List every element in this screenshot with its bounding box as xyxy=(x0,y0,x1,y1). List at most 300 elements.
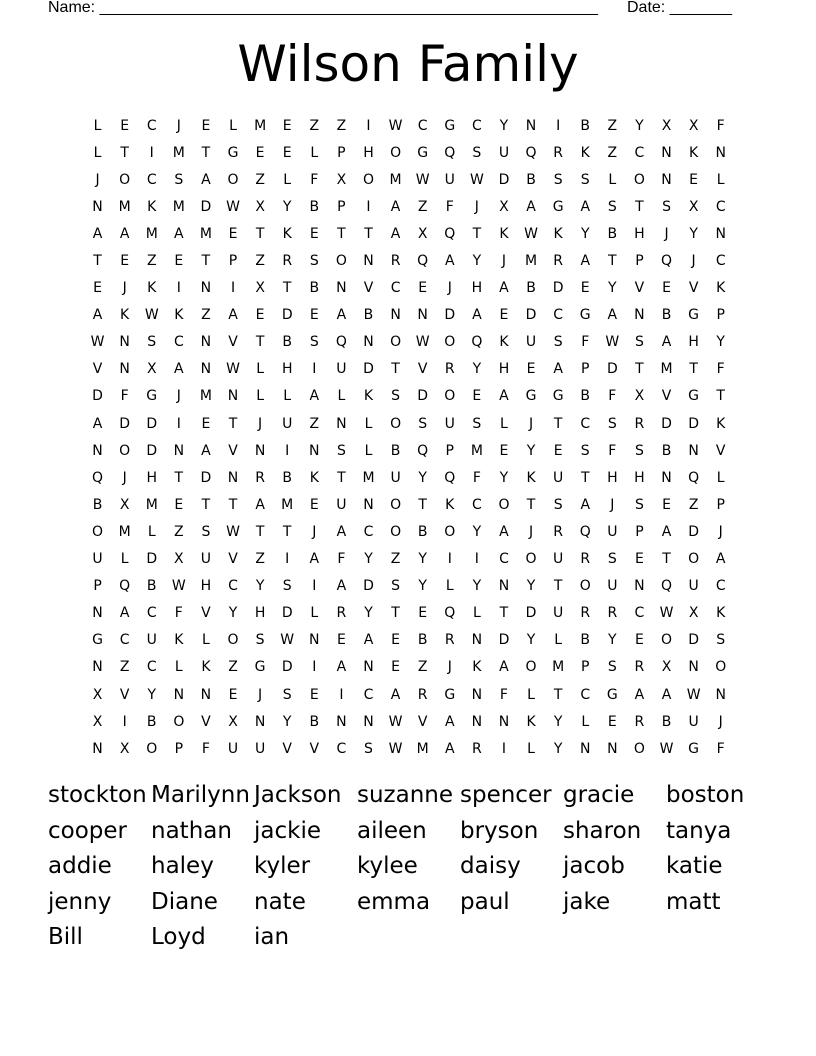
grid-letter: I xyxy=(366,117,371,134)
grid-letter: R xyxy=(634,415,645,432)
grid-letter: S xyxy=(607,415,617,432)
page-title: Wilson Family xyxy=(237,35,579,93)
grid-letter: H xyxy=(254,605,266,622)
grid-letter: Q xyxy=(661,578,673,595)
grid-letter: T xyxy=(580,469,590,486)
grid-letter: B xyxy=(580,117,591,134)
grid-letter: Z xyxy=(607,144,618,161)
grid-letter: E xyxy=(255,307,265,324)
grid-letter: L xyxy=(93,117,102,134)
grid-letter: Y xyxy=(418,578,427,595)
word-list-item: gracie xyxy=(563,782,635,808)
grid-letter: I xyxy=(312,578,317,595)
grid-letter: C xyxy=(363,523,374,540)
grid-letter: K xyxy=(201,659,211,676)
grid-letter: U xyxy=(92,551,103,568)
word-list-item: haley xyxy=(151,853,214,880)
grid-letter: W xyxy=(388,117,403,134)
grid-letter: F xyxy=(174,605,183,622)
grid-letter: N xyxy=(200,280,212,297)
grid-letter: R xyxy=(553,144,563,161)
grid-letter: S xyxy=(607,659,617,676)
grid-letter: I xyxy=(501,740,507,757)
grid-letter: I xyxy=(556,117,561,134)
grid-letter: U xyxy=(390,469,401,486)
grid-letter: L xyxy=(364,415,373,432)
grid-letter: P xyxy=(581,361,590,378)
grid-letter: B xyxy=(661,307,672,324)
grid-letter: L xyxy=(500,415,508,432)
grid-letter: E xyxy=(255,144,265,161)
grid-letter: D xyxy=(200,198,212,215)
grid-letter: O xyxy=(119,171,131,188)
grid-letter: O xyxy=(525,551,537,568)
grid-letter: B xyxy=(309,198,320,215)
word-list-item: ian xyxy=(254,924,290,951)
grid-letter: Z xyxy=(336,117,347,134)
grid-letter: R xyxy=(634,659,645,676)
grid-letter: Y xyxy=(282,198,292,215)
grid-letter: W xyxy=(659,605,674,622)
grid-letter: D xyxy=(498,632,510,649)
grid-letter: P xyxy=(716,307,725,324)
grid-letter: W xyxy=(659,740,674,757)
grid-letter: S xyxy=(472,144,482,161)
grid-letter: B xyxy=(282,469,292,486)
grid-letter: N xyxy=(498,578,510,595)
grid-letter: J xyxy=(176,388,181,405)
grid-letter: C xyxy=(417,117,428,134)
grid-letter: Q xyxy=(444,469,456,486)
grid-letter: A xyxy=(715,551,726,568)
grid-letter: H xyxy=(634,469,645,486)
grid-letter: N xyxy=(715,686,726,703)
grid-letter: C xyxy=(715,578,726,595)
word-list-item: katie xyxy=(666,853,723,880)
grid-letter: T xyxy=(201,496,211,513)
grid-letter: A xyxy=(444,740,455,757)
grid-letter: D xyxy=(92,388,103,405)
grid-letter: K xyxy=(499,225,509,242)
grid-letter: T xyxy=(255,334,265,351)
grid-letter: Y xyxy=(418,551,427,568)
grid-letter: T xyxy=(553,578,563,595)
grid-letter: H xyxy=(498,361,510,378)
grid-letter: Y xyxy=(553,713,563,730)
grid-letter: K xyxy=(526,469,536,486)
grid-letter: D xyxy=(525,605,537,622)
grid-letter: N xyxy=(336,280,347,297)
grid-letter: R xyxy=(336,605,347,622)
grid-letter: R xyxy=(580,605,591,622)
grid-letter: C xyxy=(146,605,157,622)
grid-letter: V xyxy=(119,686,130,703)
grid-letter: R xyxy=(607,605,618,622)
grid-letter: F xyxy=(581,334,590,351)
grid-letter: S xyxy=(336,442,346,459)
grid-letter: N xyxy=(336,713,347,730)
grid-letter: N xyxy=(92,442,103,459)
grid-letter: Z xyxy=(146,253,157,270)
grid-letter: N xyxy=(200,361,212,378)
grid-letter: Y xyxy=(499,117,509,134)
grid-letter: V xyxy=(715,442,726,459)
grid-letter: C xyxy=(146,171,157,188)
grid-letter: D xyxy=(363,361,374,378)
grid-letter: O xyxy=(661,632,673,649)
grid-letter: T xyxy=(201,144,211,161)
grid-letter: N xyxy=(688,659,699,676)
grid-letter: E xyxy=(336,632,346,649)
letter-grid xyxy=(84,112,734,762)
grid-letter: J xyxy=(691,253,696,270)
grid-letter: O xyxy=(390,334,402,351)
grid-letter: B xyxy=(580,632,591,649)
grid-letter: V xyxy=(688,280,699,297)
grid-letter: L xyxy=(472,605,481,622)
grid-letter: P xyxy=(174,740,184,757)
word-list-item: nate xyxy=(254,888,306,915)
grid-letter: B xyxy=(417,523,428,540)
grid-letter: X xyxy=(146,361,157,378)
grid-letter: J xyxy=(95,171,100,188)
grid-letter: N xyxy=(173,686,185,703)
grid-letter: T xyxy=(716,388,725,405)
grid-letter: Z xyxy=(309,117,320,134)
grid-letter: K xyxy=(445,496,455,513)
grid-letter: T xyxy=(391,605,400,622)
grid-letter: N xyxy=(579,740,591,757)
grid-letter: N xyxy=(92,198,103,215)
grid-letter: R xyxy=(390,253,401,270)
grid-letter: B xyxy=(526,280,536,297)
grid-letter: P xyxy=(337,198,346,215)
word-list-item: Marilynn xyxy=(151,782,250,808)
grid-letter: P xyxy=(581,659,590,676)
grid-letter: X xyxy=(661,659,672,676)
grid-letter: U xyxy=(688,713,699,730)
grid-letter: Q xyxy=(471,334,483,351)
grid-letter: A xyxy=(201,442,211,459)
grid-letter: E xyxy=(634,551,644,568)
grid-letter: U xyxy=(282,415,293,432)
grid-letter: M xyxy=(254,117,267,134)
grid-letter: B xyxy=(282,334,292,351)
grid-letter: N xyxy=(471,686,483,703)
grid-letter: E xyxy=(499,442,509,459)
grid-letter: F xyxy=(472,469,481,486)
grid-letter: A xyxy=(580,198,591,215)
grid-letter: W xyxy=(415,171,430,188)
grid-letter: W xyxy=(469,171,484,188)
word-list-item: paul xyxy=(460,888,510,915)
word-list-item: Diane xyxy=(151,888,218,915)
grid-letter: A xyxy=(499,388,509,405)
grid-letter: E xyxy=(174,496,184,513)
grid-letter: H xyxy=(146,469,157,486)
grid-letter: L xyxy=(147,523,156,540)
grid-letter: T xyxy=(120,144,129,161)
grid-letter: J xyxy=(122,469,127,486)
grid-letter: S xyxy=(391,388,401,405)
grid-letter: M xyxy=(389,171,402,188)
grid-letter: U xyxy=(336,496,347,513)
grid-letter: N xyxy=(119,334,130,351)
grid-letter: I xyxy=(176,280,181,297)
grid-letter: T xyxy=(93,253,102,270)
grid-letter: T xyxy=(228,415,238,432)
grid-letter: U xyxy=(553,469,564,486)
grid-letter: P xyxy=(93,578,102,595)
grid-letter: S xyxy=(553,171,563,188)
word-list-item: Bill xyxy=(48,924,83,951)
grid-letter: U xyxy=(227,740,239,757)
grid-letter: X xyxy=(255,198,265,215)
grid-letter: A xyxy=(580,253,591,270)
grid-letter: T xyxy=(228,496,238,513)
grid-letter: O xyxy=(633,171,645,188)
grid-letter: I xyxy=(447,551,452,568)
grid-letter: O xyxy=(390,496,402,513)
grid-letter: V xyxy=(309,740,320,757)
grid-letter: I xyxy=(149,144,154,161)
grid-letter: G xyxy=(606,686,618,703)
grid-letter: A xyxy=(336,307,347,324)
grid-letter: Y xyxy=(472,523,482,540)
grid-letter: Y xyxy=(526,578,536,595)
grid-letter: W xyxy=(415,334,430,351)
grid-letter: E xyxy=(228,686,238,703)
grid-letter: U xyxy=(553,551,564,568)
grid-letter: G xyxy=(552,388,564,405)
grid-letter: A xyxy=(255,496,265,513)
grid-letter: V xyxy=(228,551,238,568)
grid-letter: A xyxy=(444,713,455,730)
word-list-item: aileen xyxy=(357,817,427,844)
grid-letter: S xyxy=(282,578,292,595)
grid-letter: F xyxy=(608,388,617,405)
grid-letter: K xyxy=(147,280,157,297)
grid-letter: W xyxy=(171,578,186,595)
word-list-item: stockton xyxy=(48,782,147,808)
grid-letter: A xyxy=(174,361,184,378)
grid-letter: X xyxy=(499,198,509,215)
grid-letter: Z xyxy=(255,551,265,568)
date-field: Date: _______ xyxy=(627,0,732,16)
grid-letter: E xyxy=(282,144,292,161)
grid-letter: N xyxy=(363,496,374,513)
grid-letter: W xyxy=(605,334,620,351)
grid-letter: E xyxy=(120,117,130,134)
grid-letter: D xyxy=(498,171,510,188)
grid-letter: D xyxy=(606,361,618,378)
grid-letter: N xyxy=(634,307,645,324)
grid-letter: N xyxy=(92,740,103,757)
grid-letter: E xyxy=(282,117,292,134)
grid-letter: C xyxy=(580,415,591,432)
grid-letter: L xyxy=(554,632,563,649)
grid-letter: T xyxy=(635,361,644,378)
name-field: Name: ________________________________________________________ xyxy=(48,0,598,16)
grid-letter: F xyxy=(337,551,346,568)
grid-letter: X xyxy=(688,198,699,215)
grid-letter: X xyxy=(119,496,130,513)
grid-letter: B xyxy=(309,713,320,730)
grid-letter: T xyxy=(364,225,373,242)
grid-letter: A xyxy=(499,659,509,676)
grid-letter: W xyxy=(388,713,403,730)
grid-letter: B xyxy=(580,388,591,405)
grid-letter: S xyxy=(364,740,373,757)
grid-letter: A xyxy=(336,578,347,595)
grid-letter: H xyxy=(607,469,618,486)
grid-letter: Y xyxy=(689,225,698,242)
word-list-item: addie xyxy=(48,853,112,880)
grid-letter: Y xyxy=(499,469,509,486)
grid-letter: I xyxy=(122,713,127,730)
word-list-item: emma xyxy=(357,888,431,915)
grid-letter: V xyxy=(92,361,103,378)
grid-letter: T xyxy=(337,469,346,486)
grid-letter: S xyxy=(418,415,428,432)
grid-letter: B xyxy=(526,171,536,188)
grid-letter: R xyxy=(471,740,482,757)
grid-letter: E xyxy=(201,117,211,134)
grid-letter: U xyxy=(336,361,347,378)
grid-letter: A xyxy=(201,171,211,188)
grid-letter: A xyxy=(228,307,238,324)
grid-letter: I xyxy=(176,415,181,432)
grid-letter: C xyxy=(390,280,401,297)
grid-letter: N xyxy=(471,713,483,730)
grid-letter: O xyxy=(227,171,239,188)
grid-letter: F xyxy=(716,117,725,134)
grid-letter: E xyxy=(553,442,563,459)
grid-letter: L xyxy=(310,144,319,161)
grid-letter: N xyxy=(661,171,672,188)
grid-letter: A xyxy=(363,632,374,649)
grid-letter: S xyxy=(553,496,563,513)
grid-letter: G xyxy=(417,144,429,161)
grid-letter: T xyxy=(553,686,563,703)
grid-letter: B xyxy=(363,307,374,324)
grid-letter: U xyxy=(146,632,157,649)
grid-letter: O xyxy=(173,713,185,730)
grid-letter: F xyxy=(445,198,454,215)
grid-letter: Z xyxy=(607,117,618,134)
grid-letter: N xyxy=(336,415,347,432)
grid-letter: J xyxy=(312,523,317,540)
grid-letter: Z xyxy=(174,523,184,540)
grid-letter: O xyxy=(444,523,456,540)
grid-letter: X xyxy=(174,551,184,568)
grid-letter: C xyxy=(336,740,347,757)
grid-letter: T xyxy=(174,469,184,486)
grid-letter: O xyxy=(444,388,456,405)
grid-letter: N xyxy=(363,713,374,730)
grid-letter: T xyxy=(635,198,644,215)
grid-letter: X xyxy=(634,388,645,405)
grid-letter: D xyxy=(146,415,158,432)
grid-letter: P xyxy=(635,253,644,270)
grid-letter: C xyxy=(471,496,482,513)
grid-letter: A xyxy=(390,686,401,703)
grid-letter: S xyxy=(309,253,319,270)
grid-letter: P xyxy=(337,144,346,161)
grid-letter: A xyxy=(92,307,103,324)
grid-letter: F xyxy=(499,686,508,703)
grid-letter: A xyxy=(607,307,618,324)
grid-letter: O xyxy=(525,659,537,676)
grid-letter: L xyxy=(581,713,590,730)
grid-letter: T xyxy=(255,523,265,540)
grid-letter: E xyxy=(174,253,184,270)
grid-letter: L xyxy=(527,686,535,703)
grid-letter: Y xyxy=(608,280,617,297)
grid-letter: R xyxy=(580,551,591,568)
grid-letter: Y xyxy=(635,117,644,134)
grid-letter: F xyxy=(716,361,725,378)
grid-letter: H xyxy=(281,361,293,378)
grid-letter: E xyxy=(607,713,617,730)
grid-letter: F xyxy=(608,442,617,459)
grid-letter: C xyxy=(715,198,726,215)
grid-letter: H xyxy=(200,578,212,595)
grid-letter: S xyxy=(255,632,265,649)
grid-letter: E xyxy=(662,496,671,513)
grid-letter: K xyxy=(472,659,482,676)
grid-letter: C xyxy=(119,632,130,649)
grid-letter: Y xyxy=(526,632,536,649)
grid-letter: N xyxy=(661,469,672,486)
grid-letter: Q xyxy=(92,469,104,486)
grid-letter: J xyxy=(718,713,723,730)
grid-letter: S xyxy=(634,442,644,459)
grid-letter: K xyxy=(120,307,130,324)
grid-letter: Z xyxy=(255,253,265,270)
grid-letter: Q xyxy=(417,442,429,459)
grid-letter: I xyxy=(339,686,344,703)
grid-letter: B xyxy=(607,225,618,242)
grid-letter: J xyxy=(447,280,452,297)
grid-letter: X xyxy=(688,605,699,622)
grid-letter: J xyxy=(176,117,181,134)
grid-letter: U xyxy=(688,578,699,595)
grid-letter: H xyxy=(634,225,645,242)
grid-letter: Y xyxy=(472,253,482,270)
grid-letter: K xyxy=(282,225,292,242)
grid-letter: Q xyxy=(688,469,700,486)
grid-letter: V xyxy=(228,442,238,459)
grid-letter: O xyxy=(92,523,104,540)
grid-letter: G xyxy=(688,740,700,757)
grid-letter: U xyxy=(553,605,564,622)
grid-letter: V xyxy=(634,280,645,297)
grid-letter: E xyxy=(662,280,671,297)
grid-letter: L xyxy=(364,442,373,459)
grid-letter: G xyxy=(146,388,158,405)
grid-letter: Z xyxy=(688,496,699,513)
grid-letter: W xyxy=(280,632,295,649)
grid-letter: N xyxy=(363,334,374,351)
grid-letter: E xyxy=(418,605,428,622)
grid-letter: D xyxy=(281,605,293,622)
grid-letter: W xyxy=(686,686,701,703)
grid-letter: I xyxy=(285,551,290,568)
grid-letter: E xyxy=(309,225,319,242)
grid-letter: E xyxy=(309,686,319,703)
grid-letter: S xyxy=(201,523,211,540)
